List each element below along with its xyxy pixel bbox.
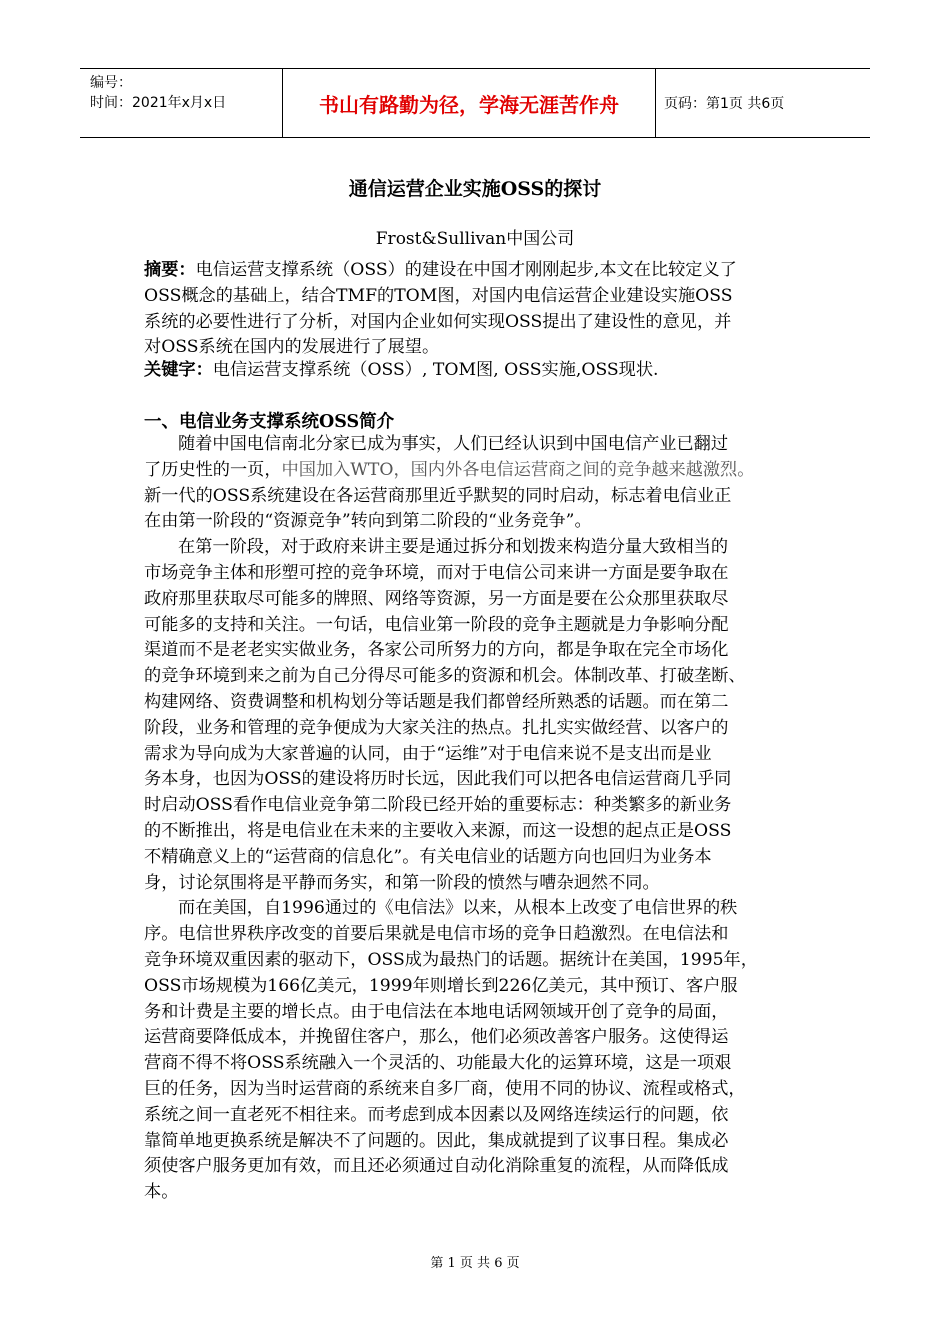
keywords-text: 电信运营支撑系统（OSS）, TOM图, OSS实施,OSS现状. bbox=[212, 360, 659, 380]
paragraph-line: OSS市场规模为166亿美元，1999年则增长到226亿美元，其中预订、客户服 bbox=[144, 975, 738, 996]
paragraph-line: 须使客户服务更加有效，而且还必须通过自动化消除重复的流程，从而降低成 bbox=[144, 1156, 729, 1177]
document-title: 通信运营企业实施OSS的探讨 bbox=[348, 178, 602, 200]
paragraph-line: 构建网络、资费调整和机构划分等话题是我们都曾经所熟悉的话题。而在第二 bbox=[144, 691, 729, 712]
page-header bbox=[80, 68, 870, 138]
abstract-line: OSS概念的基础上，结合TMF的TOM图，对国内电信运营企业建设实施OSS bbox=[144, 285, 733, 306]
paragraph-line: 新一代的OSS系统建设在各运营商那里近乎默契的同时启动，标志着电信业正 bbox=[144, 485, 732, 506]
paragraph-line: 不精确意义上的“运营商的信息化”。有关电信业的话题方向也回归为业务本 bbox=[144, 846, 712, 867]
paragraph-line: 靠简单地更换系统是解决不了问题的。因此，集成就提到了议事日程。集成必 bbox=[144, 1130, 729, 1151]
paragraph-line: 的竞争环境到来之前为自己分得尽可能多的资源和机会。体制改革、打破垄断、 bbox=[144, 666, 746, 687]
paragraph-line: 政府那里获取尽可能多的牌照、网络等资源，另一方面是要在公众那里获取尽 bbox=[144, 588, 729, 609]
abstract-line: 系统的必要性进行了分析，对国内企业如何实现OSS提出了建设性的意见，并 bbox=[144, 311, 732, 332]
header-page-info: 页码：第1页 共6页 bbox=[664, 96, 785, 112]
paragraph-line: 需求为导向成为大家普遍的认同，由于“运维”对于电信来说不是支出而是业 bbox=[144, 743, 712, 764]
paragraph-line: 序。电信世界秩序改变的首要后果就是电信市场的竞争日趋激烈。在电信法和 bbox=[144, 924, 729, 945]
paragraph-line: 务本身，也因为OSS的建设将历时长远，因此我们可以把各电信运营商几乎同 bbox=[144, 769, 732, 790]
paragraph-line: 务和计费是主要的增长点。由于电信法在本地电话网领域开创了竞争的局面， bbox=[144, 1001, 729, 1022]
time-label: 时间：2021年x月x日 bbox=[90, 95, 227, 111]
paragraph-line: 营商不得不将OSS系统融入一个灵活的、功能最大化的运算环境，这是一项艰 bbox=[144, 1053, 732, 1074]
paragraph-line: 巨的任务，因为当时运营商的系统来自多厂商，使用不同的协议、流程或格式， bbox=[144, 1078, 746, 1099]
abstract-label: 摘要： bbox=[144, 260, 196, 280]
page-footer: 第 1 页 共 6 页 bbox=[430, 1256, 520, 1271]
section-heading: 一、电信业务支撑系统OSS简介 bbox=[144, 412, 395, 432]
header-motto: 书山有路勤为径，学海无涯苦作舟 bbox=[282, 69, 656, 137]
paragraph-line: 时启动OSS看作电信业竞争第二阶段已经开始的重要标志：种类繁多的新业务 bbox=[144, 795, 732, 816]
abstract-line: 电信运营支撑系统（OSS）的建设在中国才刚刚起步,本文在比较定义了 bbox=[195, 260, 737, 280]
paragraph-line: 而在美国，自1996通过的《电信法》以来，从根本上改变了电信世界的秩 bbox=[178, 898, 738, 919]
paragraph-line: 可能多的支持和关注。一句话，电信业第一阶段的竞争主题就是力争影响分配 bbox=[144, 614, 729, 635]
header-meta bbox=[80, 69, 282, 137]
paragraph-line: 身，讨论氛围将是平静而务实，和第一阶段的愤然与嘈杂迥然不同。 bbox=[144, 872, 660, 893]
paragraph-line: 的不断推出，将是电信业在未来的主要收入来源，而这一设想的起点正是OSS bbox=[144, 820, 732, 841]
paragraph-line: 在第一阶段，对于政府来讲主要是通过拆分和划拨来构造分量大致相当的 bbox=[178, 537, 729, 558]
paragraph-line: 阶段，业务和管理的竞争便成为大家关注的热点。扎扎实实做经营、以客户的 bbox=[144, 717, 729, 738]
paragraph-line-highlight: 中国加入WTO，国内外各电信运营商之间的竞争越来越激烈。 bbox=[281, 459, 755, 480]
paragraph-line: 市场竞争主体和形塑可控的竞争环境，而对于电信公司来讲一方面是要争取在 bbox=[144, 562, 729, 583]
paragraph-line: 了历史性的一页， bbox=[144, 459, 282, 480]
keywords bbox=[144, 358, 804, 384]
paragraph-line: 渠道而不是老老实实做业务，各家公司所努力的方向，都是争取在完全市场化 bbox=[144, 640, 729, 661]
paragraph-line: 运营商要降低成本，并挽留住客户，那么，他们必须改善客户服务。这使得运 bbox=[144, 1027, 729, 1048]
paragraph-line: 竞争环境双重因素的驱动下，OSS成为最热门的话题。据统计在美国，1995年， bbox=[144, 949, 758, 970]
abstract-line: 对OSS系统在国内的发展进行了展望。 bbox=[144, 337, 440, 358]
paragraph-line: 在由第一阶段的“资源竞争”转向到第二阶段的“业务竞争”。 bbox=[144, 511, 592, 532]
number-label: 编号： bbox=[90, 75, 132, 91]
abstract bbox=[144, 258, 804, 361]
document-author: Frost&Sullivan中国公司 bbox=[375, 229, 575, 249]
paragraph-line: 随着中国电信南北分家已成为事实，人们已经认识到中国电信产业已翻过 bbox=[178, 434, 729, 454]
paragraph-line: 本。 bbox=[144, 1182, 179, 1203]
paragraph-line: 系统之间一直老死不相往来。而考虑到成本因素以及网络连续运行的问题，依 bbox=[144, 1104, 729, 1125]
keywords-label: 关键字： bbox=[144, 360, 213, 380]
section-body bbox=[144, 432, 804, 1206]
